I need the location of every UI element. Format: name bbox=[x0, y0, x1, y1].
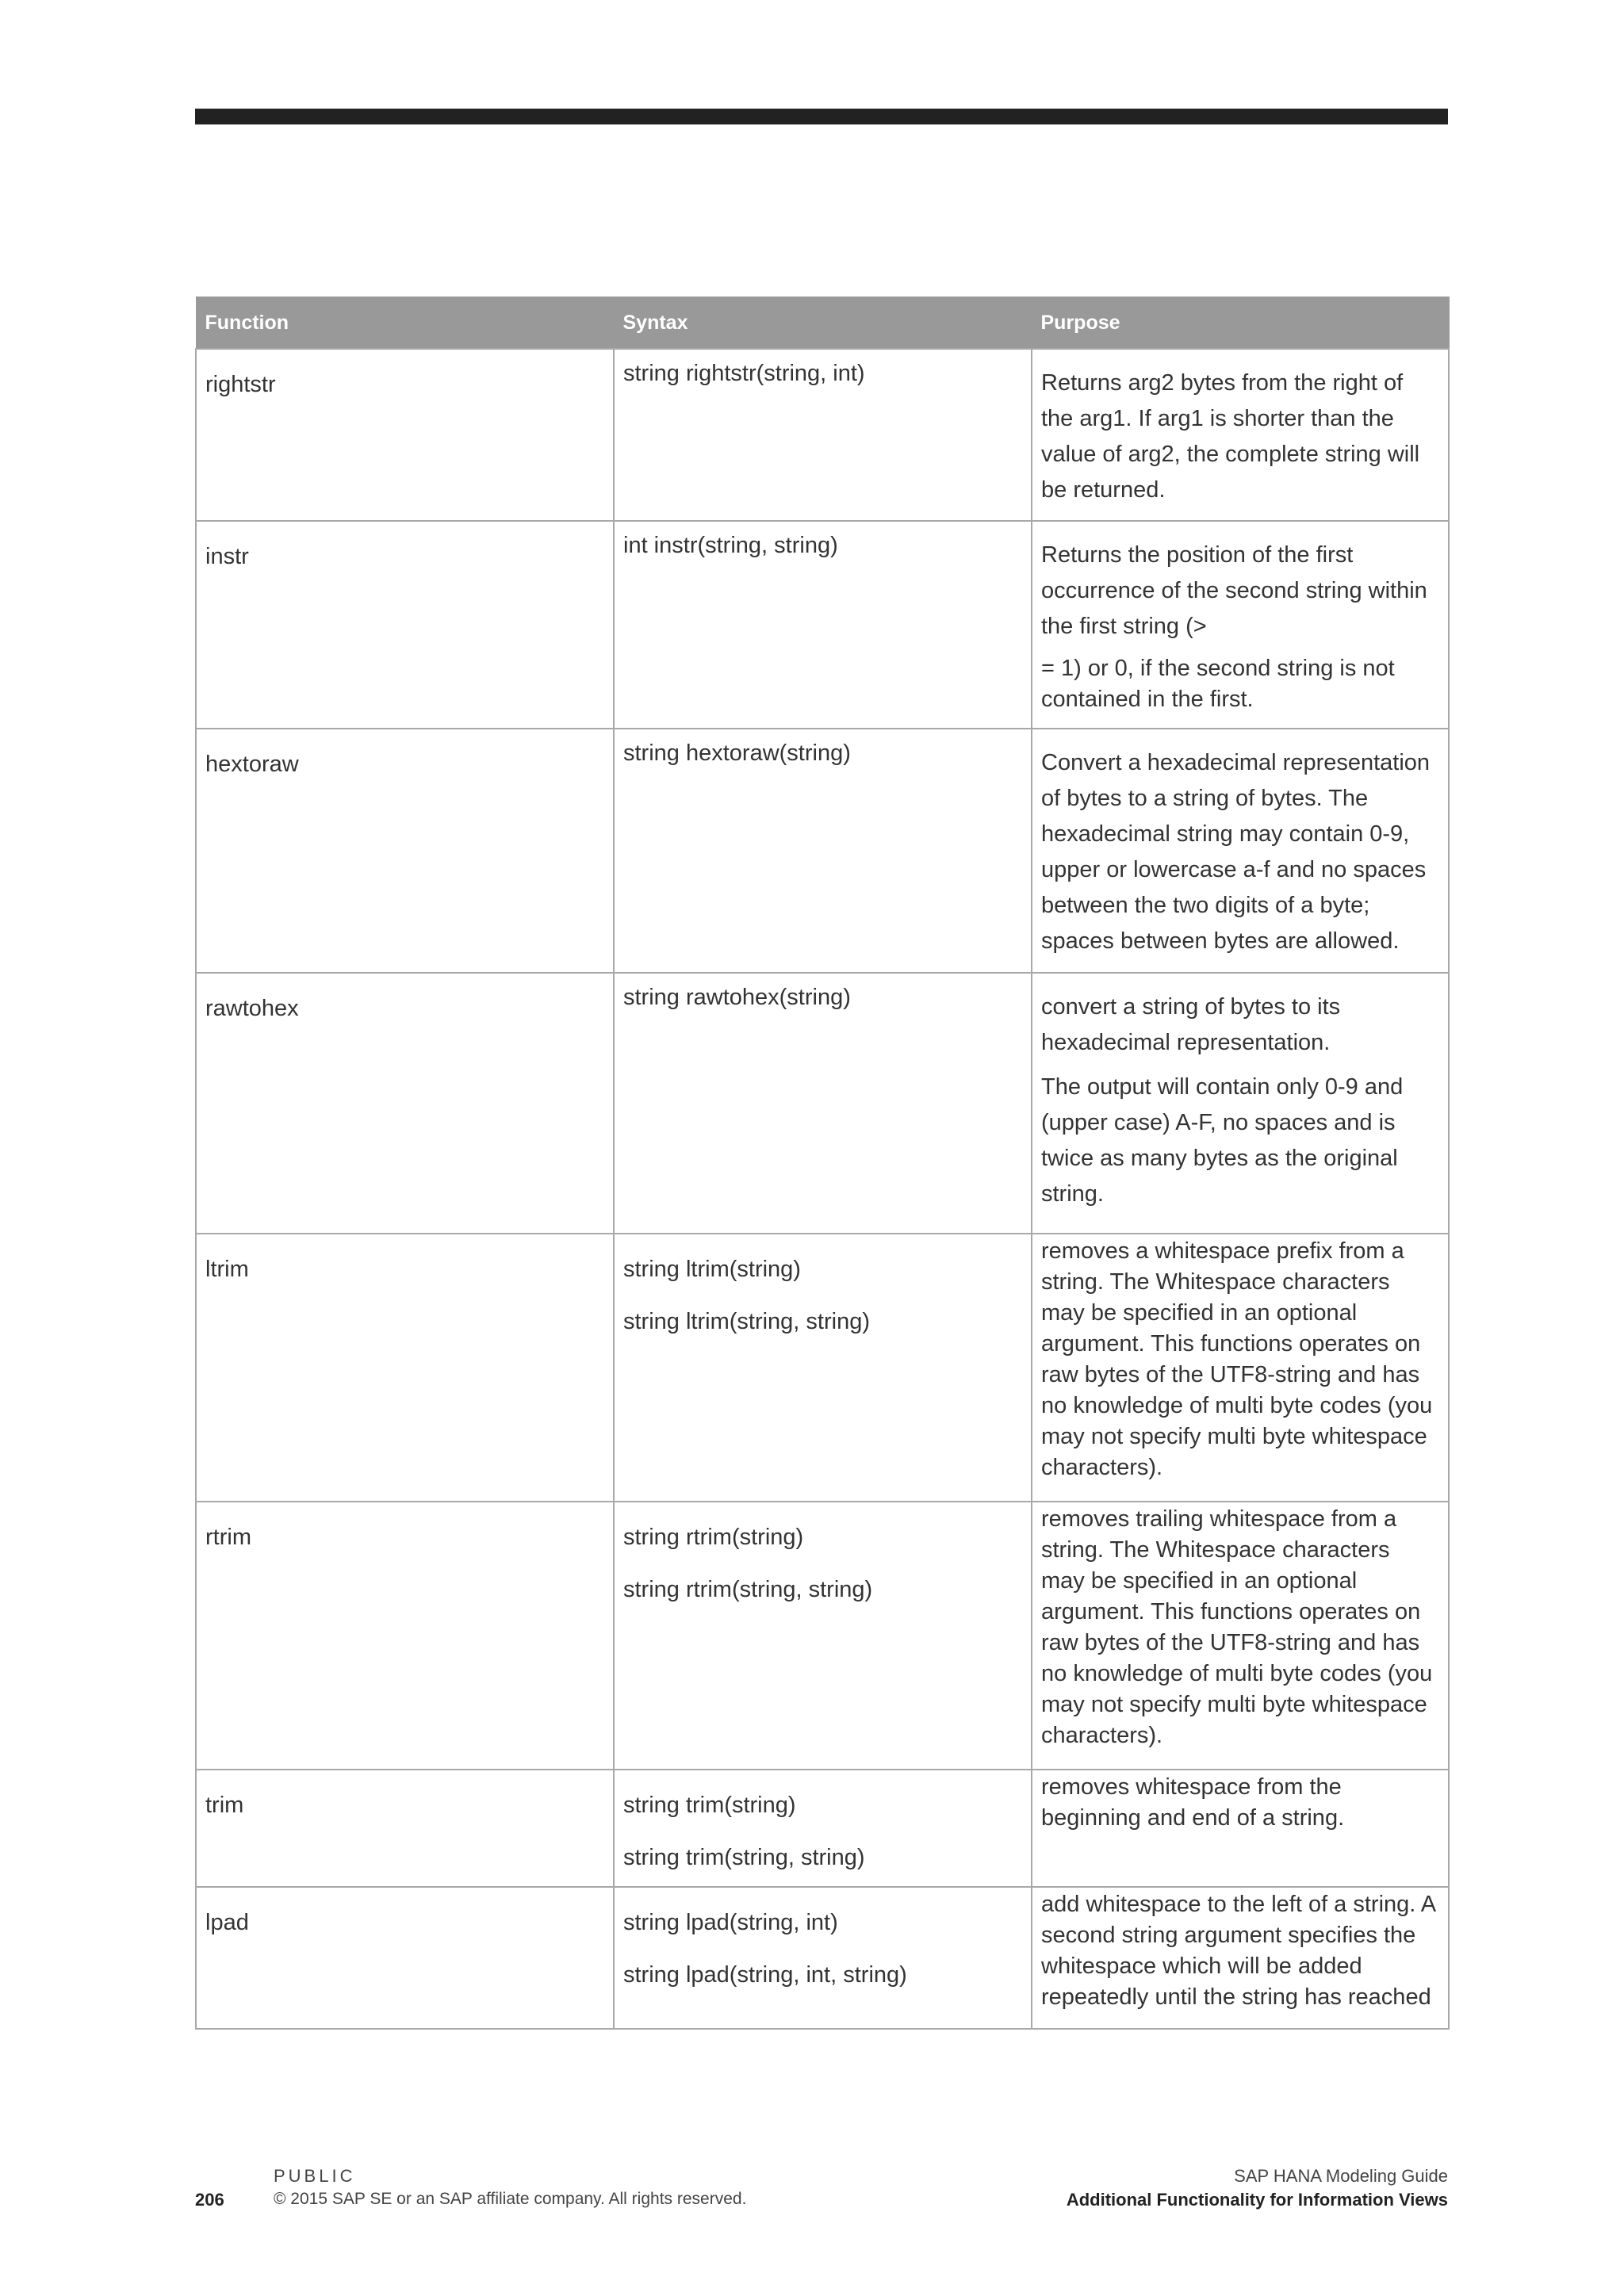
purpose-text: convert a string of bytes to its hexadecimal representation. bbox=[1041, 994, 1341, 1055]
function-name: lpad bbox=[196, 1887, 614, 2029]
syntax-line: string rtrim(string, string) bbox=[623, 1577, 873, 1602]
function-name: rtrim bbox=[196, 1502, 614, 1770]
footer-guide-title: SAP HANA Modeling Guide bbox=[1234, 2166, 1448, 2186]
footer-copyright: © 2015 SAP SE or an SAP affiliate company. All rights reserved. bbox=[274, 2190, 747, 2208]
syntax-line: string ltrim(string) bbox=[623, 1257, 801, 1282]
table-row bbox=[196, 1502, 1449, 1770]
table-row bbox=[196, 973, 1449, 1234]
header-function: Function bbox=[196, 297, 614, 350]
purpose-cell bbox=[1032, 1887, 1449, 2029]
syntax-line: string rawtohex(string) bbox=[623, 985, 851, 1010]
purpose-cell bbox=[1032, 1234, 1449, 1502]
syntax-line: string trim(string, string) bbox=[623, 1845, 865, 1870]
purpose-text: add whitespace to the left of a string. A second string argument specifies the whitespace which will be added repeatedly until the string has reached bbox=[1041, 1892, 1435, 2010]
syntax-cell bbox=[614, 1887, 1032, 2029]
table-row bbox=[196, 521, 1449, 729]
header-purpose: Purpose bbox=[1032, 297, 1449, 350]
function-name: hextoraw bbox=[196, 729, 614, 973]
purpose-cell bbox=[1032, 1502, 1449, 1770]
function-name: rawtohex bbox=[196, 973, 614, 1234]
syntax-line: string lpad(string, int, string) bbox=[623, 1962, 907, 1988]
footer-classification: PUBLIC bbox=[274, 2166, 356, 2186]
purpose-text: = 1) or 0, if the second string is not contained in the first. bbox=[1041, 656, 1395, 712]
syntax-line: string ltrim(string, string) bbox=[623, 1309, 870, 1334]
syntax-cell bbox=[614, 349, 1032, 521]
syntax-cell bbox=[614, 973, 1032, 1234]
purpose-cell bbox=[1032, 973, 1449, 1234]
table-row bbox=[196, 1234, 1449, 1502]
purpose-cell bbox=[1032, 729, 1449, 973]
purpose-text: The output will contain only 0-9 and (upper case) A-F, no spaces and is twice as many bytes as the original string. bbox=[1041, 1074, 1404, 1207]
purpose-text: removes trailing whitespace from a string. The Whitespace characters may be specified in an optional argument. This functions operates on raw bytes of the UTF8-string and has no knowledge of multi byte codes (you may not specify multi byte whitespace characters). bbox=[1041, 1506, 1433, 1748]
syntax-cell bbox=[614, 1770, 1032, 1887]
function-name: trim bbox=[196, 1770, 614, 1887]
function-table bbox=[195, 297, 1450, 2030]
purpose-text: Returns arg2 bytes from the right of the arg1. If arg1 is shorter than the value of arg2, the complete string will be returned. bbox=[1041, 370, 1420, 503]
table-row bbox=[196, 1887, 1449, 2029]
syntax-cell bbox=[614, 521, 1032, 729]
syntax-cell bbox=[614, 729, 1032, 973]
table-row bbox=[196, 1770, 1449, 1887]
footer-chapter-title: Additional Functionality for Information Views bbox=[1066, 2190, 1448, 2210]
purpose-text: Returns the position of the first occurrence of the second string within the first string (> bbox=[1041, 542, 1427, 639]
syntax-line: int instr(string, string) bbox=[623, 533, 838, 558]
syntax-line: string rtrim(string) bbox=[623, 1525, 804, 1550]
table-row bbox=[196, 729, 1449, 973]
syntax-cell bbox=[614, 1234, 1032, 1502]
syntax-line: string lpad(string, int) bbox=[623, 1910, 838, 1935]
header-rule bbox=[195, 109, 1448, 124]
purpose-text: removes a whitespace prefix from a string. The Whitespace characters may be specified in an optional argument. This functions operates on raw bytes of the UTF8-string and has no knowledge of multi byte codes (you may not specify multi byte whitespace characters). bbox=[1041, 1238, 1433, 1480]
purpose-cell bbox=[1032, 1770, 1449, 1887]
syntax-line: string trim(string) bbox=[623, 1793, 796, 1818]
syntax-cell bbox=[614, 1502, 1032, 1770]
function-name: instr bbox=[196, 521, 614, 729]
syntax-line: string hextoraw(string) bbox=[623, 740, 851, 766]
purpose-cell bbox=[1032, 521, 1449, 729]
function-name: rightstr bbox=[196, 349, 614, 521]
purpose-cell bbox=[1032, 349, 1449, 521]
table-header-row bbox=[196, 297, 1449, 350]
syntax-line: string rightstr(string, int) bbox=[623, 361, 865, 386]
purpose-text: removes whitespace from the beginning and end of a string. bbox=[1041, 1774, 1345, 1831]
function-name: ltrim bbox=[196, 1234, 614, 1502]
page-number: 206 bbox=[195, 2190, 224, 2210]
table-row bbox=[196, 349, 1449, 521]
purpose-text: Convert a hexadecimal representation of bytes to a string of bytes. The hexadecimal string may contain 0-9, upper or lowercase a-f and no spaces between the two digits of a byte; spaces between bytes are allowed. bbox=[1041, 750, 1431, 954]
header-syntax: Syntax bbox=[614, 297, 1032, 350]
